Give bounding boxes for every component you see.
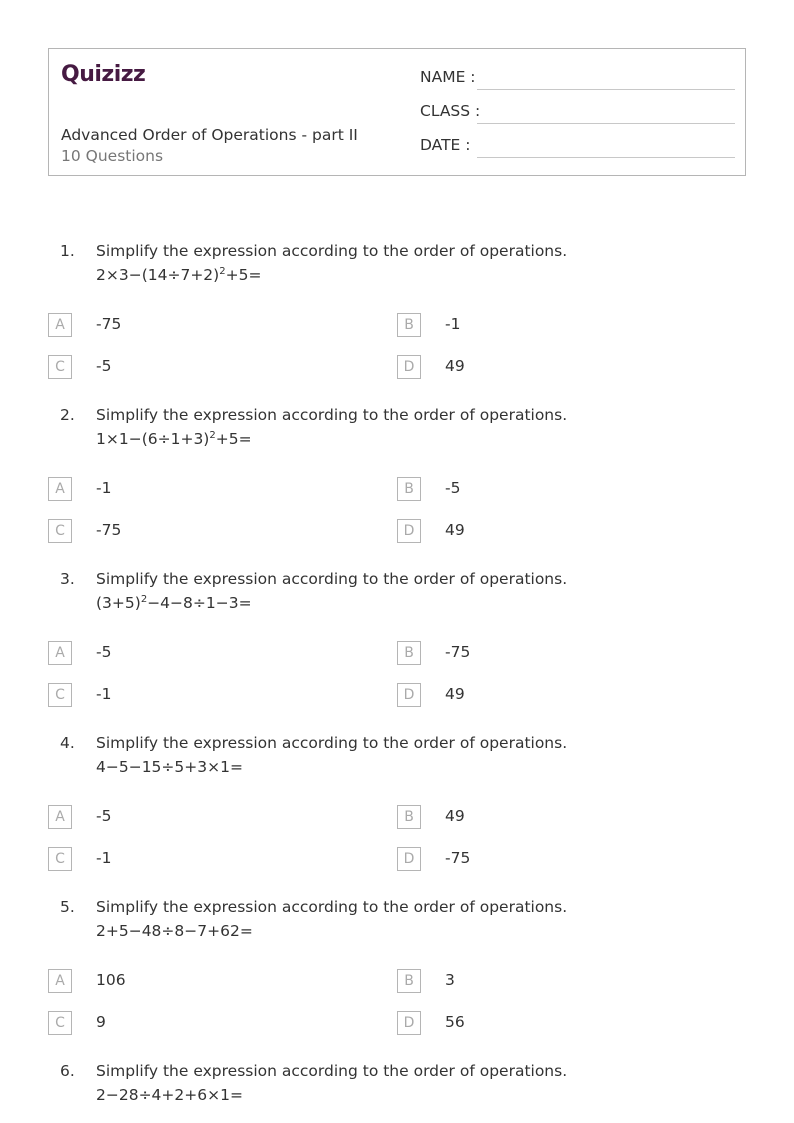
option-letter: A [48,969,72,993]
question-number: 5. [60,898,75,916]
name-label: NAME : [420,68,476,86]
option-text: -75 [445,643,471,661]
option-letter: D [397,683,421,707]
question-expression: 2−28÷4+2+6×1= [96,1086,243,1104]
question-number: 2. [60,406,75,424]
question-prompt: Simplify the expression according to the order of operations. [96,570,568,588]
question-prompt: Simplify the expression according to the order of operations. [96,406,568,424]
option-text: 49 [445,685,465,703]
option-text: 9 [96,1013,106,1031]
question-prompt: Simplify the expression according to the order of operations. [96,734,568,752]
option-text: -1 [96,479,112,497]
question-expression: $2\times 3-(14\div 7+2)^2+5=$ [96,266,262,284]
option-text: -5 [96,357,112,375]
option-letter: B [397,805,421,829]
question-5 [0,898,794,1062]
date-label: DATE : [420,136,471,154]
option-text: -1 [445,315,461,333]
option-text: -5 [96,807,112,825]
class-label: CLASS : [420,102,481,120]
option-letter: D [397,847,421,871]
option-letter: C [48,519,72,543]
worksheet-header [48,48,746,176]
option-letter: D [397,355,421,379]
option-text: -75 [445,849,471,867]
option-letter: A [48,641,72,665]
option-text: -1 [96,685,112,703]
option-letter: C [48,683,72,707]
name-line[interactable] [477,89,735,90]
question-count: 10 Questions [61,147,164,165]
option-text: -5 [96,643,112,661]
question-expression: $1\times 1-(6\div 1+3)^2+5=$ [96,430,252,448]
option-letter: A [48,477,72,501]
question-expression: 2+5−48÷8−7+62= [96,922,253,940]
option-letter: B [397,969,421,993]
option-letter: B [397,477,421,501]
option-letter: C [48,1011,72,1035]
worksheet-title: Advanced Order of Operations - part II [61,126,358,144]
question-6 [0,1062,794,1122]
option-letter: D [397,519,421,543]
option-text: 56 [445,1013,465,1031]
name-field[interactable] [420,68,735,90]
option-text: 49 [445,807,465,825]
question-1 [0,242,794,406]
svg-text:Quizizz: Quizizz [61,62,146,87]
question-number: 3. [60,570,75,588]
question-4 [0,734,794,898]
option-text: -75 [96,521,122,539]
option-letter: A [48,805,72,829]
question-expression: $(3+5)^2-4-8\div 1-3=$ [96,594,252,612]
option-text: 49 [445,357,465,375]
option-letter: C [48,847,72,871]
question-3 [0,570,794,734]
class-line[interactable] [477,123,735,124]
date-line[interactable] [477,157,735,158]
question-number: 1. [60,242,75,260]
option-text: 3 [445,971,455,989]
option-letter: D [397,1011,421,1035]
quizizz-logo [61,59,151,87]
question-expression: 4−5−15÷5+3×1= [96,758,243,776]
option-text: -75 [96,315,122,333]
option-text: 106 [96,971,126,989]
option-text: 49 [445,521,465,539]
question-number: 6. [60,1062,75,1080]
option-letter: C [48,355,72,379]
question-prompt: Simplify the expression according to the order of operations. [96,1062,568,1080]
question-2 [0,406,794,570]
option-letter: A [48,313,72,337]
question-prompt: Simplify the expression according to the order of operations. [96,242,568,260]
question-number: 4. [60,734,75,752]
option-letter: B [397,641,421,665]
option-letter: B [397,313,421,337]
class-field[interactable] [420,102,735,124]
date-field[interactable] [420,136,735,158]
option-text: -5 [445,479,461,497]
option-text: -1 [96,849,112,867]
question-prompt: Simplify the expression according to the order of operations. [96,898,568,916]
